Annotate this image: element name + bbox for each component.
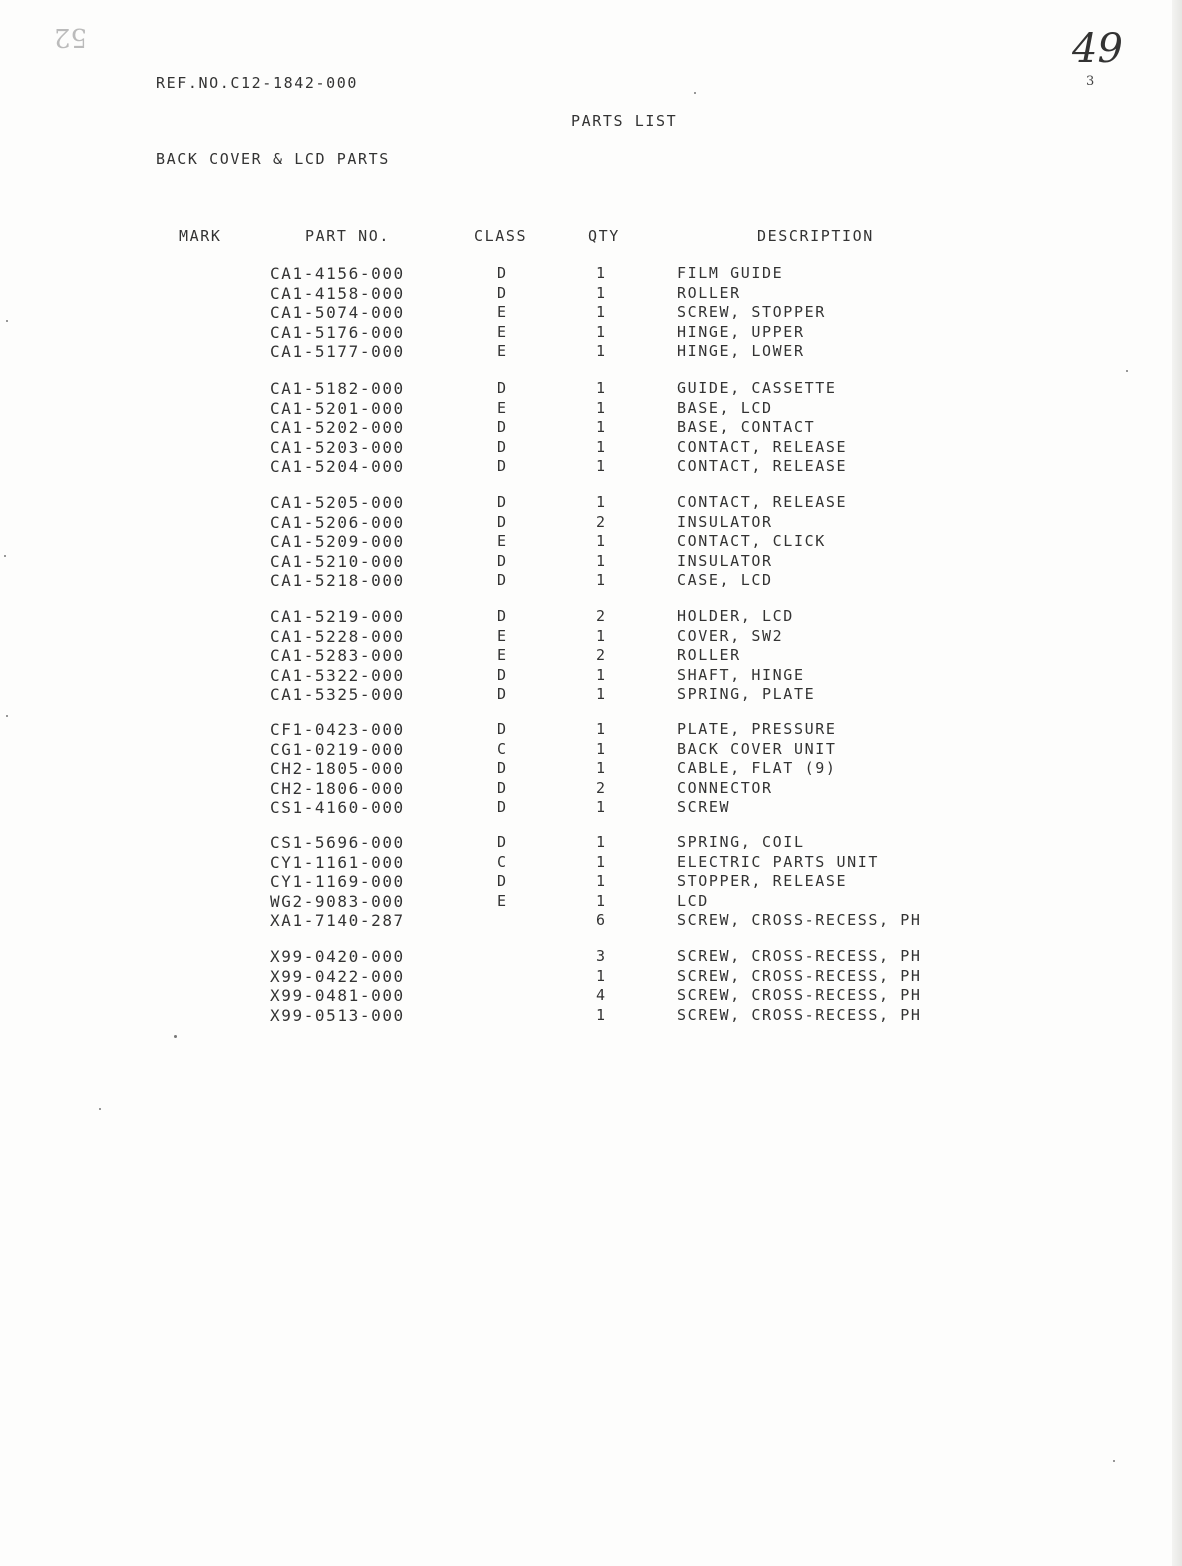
qty-cell: 1 [596, 437, 607, 456]
class-cell: D [497, 833, 508, 851]
description-cell: ROLLER [677, 646, 741, 664]
scan-speck [6, 320, 8, 322]
qty-cell: 1 [596, 872, 607, 890]
table-row [0, 493, 1182, 512]
description-cell: ELECTRIC PARTS UNIT [677, 852, 879, 871]
table-row [0, 759, 1182, 778]
part-number-cell: CA1-5218-000 [270, 571, 405, 590]
part-number-cell: CY1-1169-000 [270, 872, 405, 891]
part-number-cell: CA1-5206-000 [270, 512, 405, 532]
part-number-cell: CH2-1805-000 [270, 759, 405, 778]
part-number-cell: X99-0420-000 [270, 947, 405, 966]
qty-cell: 2 [596, 607, 607, 625]
description-cell: SPRING, PLATE [677, 685, 816, 703]
description-cell: FILM GUIDE [677, 264, 784, 282]
part-number-cell: CA1-5176-000 [270, 322, 405, 342]
description-cell: CONTACT, RELEASE [677, 437, 848, 456]
table-row [0, 532, 1182, 551]
description-cell: ROLLER [677, 283, 741, 302]
class-cell: D [497, 283, 508, 302]
part-number-cell: CA1-5204-000 [270, 457, 405, 476]
class-cell: D [497, 457, 508, 475]
description-cell: BASE, LCD [677, 398, 773, 417]
table-row [0, 666, 1182, 685]
scan-speck [1126, 370, 1128, 372]
column-header-mark: MARK [179, 227, 222, 245]
description-cell: HINGE, UPPER [677, 322, 805, 341]
qty-cell: 1 [596, 398, 607, 417]
class-cell: E [497, 322, 508, 341]
column-header-description: DESCRIPTION [757, 227, 874, 245]
class-cell: D [497, 571, 508, 589]
table-row [0, 798, 1182, 817]
qty-cell: 1 [596, 379, 607, 397]
qty-cell: 1 [596, 493, 607, 511]
table-row [0, 779, 1182, 798]
description-cell: CONTACT, RELEASE [677, 457, 848, 475]
table-row [0, 685, 1182, 704]
part-number-cell: CA1-5182-000 [270, 379, 405, 398]
qty-cell: 6 [596, 911, 607, 929]
class-cell: D [497, 551, 508, 570]
column-header-class: CLASS [474, 227, 528, 245]
table-row [0, 892, 1182, 911]
table-row [0, 438, 1182, 457]
table-row [0, 646, 1182, 665]
description-cell: SCREW, CROSS-RECESS, PH [677, 1005, 922, 1024]
part-number-cell: CH2-1806-000 [270, 778, 405, 798]
table-row [0, 457, 1182, 476]
part-number-cell: CA1-4158-000 [270, 283, 405, 303]
scan-speck [99, 1108, 101, 1110]
part-number-cell: CA1-5219-000 [270, 607, 405, 626]
qty-cell: 1 [596, 626, 607, 645]
table-row [0, 872, 1182, 891]
scan-speck [6, 715, 8, 717]
class-cell: E [497, 342, 508, 360]
part-number-cell: CA1-5209-000 [270, 532, 405, 551]
part-number-cell: CA1-5322-000 [270, 665, 405, 685]
description-cell: CASE, LCD [677, 571, 773, 589]
table-row [0, 607, 1182, 626]
qty-cell: 1 [596, 966, 607, 985]
part-number-cell: X99-0422-000 [270, 966, 405, 986]
class-cell: D [497, 512, 508, 531]
description-cell: SCREW, CROSS-RECESS, PH [677, 986, 922, 1004]
qty-cell: 1 [596, 1005, 607, 1024]
description-cell: SPRING, COIL [677, 833, 805, 851]
table-row [0, 513, 1182, 532]
part-number-cell: XA1-7140-287 [270, 911, 405, 930]
qty-cell: 1 [596, 798, 607, 816]
table-row [0, 571, 1182, 590]
class-cell: E [497, 398, 508, 417]
table-row [0, 342, 1182, 361]
qty-cell: 1 [596, 264, 607, 282]
description-cell: GUIDE, CASSETTE [677, 379, 837, 397]
part-number-cell: CA1-5177-000 [270, 342, 405, 361]
class-cell: E [497, 626, 508, 645]
class-cell: D [497, 418, 508, 436]
qty-cell: 1 [596, 532, 607, 550]
description-cell: PLATE, PRESSURE [677, 720, 837, 738]
part-number-cell: CA1-5283-000 [270, 646, 405, 665]
table-row [0, 552, 1182, 571]
class-cell: D [497, 759, 508, 777]
reference-number: REF.NO.C12-1842-000 [156, 74, 358, 92]
column-header-part-no: PART NO. [305, 227, 391, 245]
scan-speck [174, 1035, 177, 1038]
table-row [0, 323, 1182, 342]
class-cell: D [497, 607, 508, 625]
qty-cell: 4 [596, 986, 607, 1004]
description-cell: SCREW [677, 798, 731, 816]
description-cell: BASE, CONTACT [677, 418, 816, 436]
description-cell: CONNECTOR [677, 778, 773, 797]
qty-cell: 1 [596, 283, 607, 302]
description-cell: INSULATOR [677, 512, 773, 531]
description-cell: SHAFT, HINGE [677, 665, 805, 684]
class-cell: D [497, 778, 508, 797]
class-cell: D [497, 437, 508, 456]
part-number-cell: X99-0513-000 [270, 1005, 405, 1025]
section-title: BACK COVER & LCD PARTS [156, 150, 390, 168]
table-row [0, 833, 1182, 852]
qty-cell: 1 [596, 551, 607, 570]
qty-cell: 1 [596, 571, 607, 589]
class-cell: D [497, 493, 508, 511]
table-row [0, 911, 1182, 930]
part-number-cell: X99-0481-000 [270, 986, 405, 1005]
part-number-cell: CY1-1161-000 [270, 852, 405, 872]
class-cell: D [497, 379, 508, 397]
class-cell: E [497, 303, 508, 321]
class-cell: D [497, 872, 508, 890]
qty-cell: 2 [596, 646, 607, 664]
description-cell: CONTACT, CLICK [677, 532, 826, 550]
scan-speck [694, 92, 696, 94]
qty-cell: 1 [596, 303, 607, 321]
part-number-cell: WG2-9083-000 [270, 891, 405, 911]
qty-cell: 1 [596, 685, 607, 703]
part-number-cell: CF1-0423-000 [270, 720, 405, 739]
qty-cell: 1 [596, 759, 607, 777]
qty-cell: 2 [596, 778, 607, 797]
table-row [0, 399, 1182, 418]
part-number-cell: CA1-5202-000 [270, 418, 405, 437]
part-number-cell: CA1-5201-000 [270, 398, 405, 418]
table-row [0, 740, 1182, 759]
table-row [0, 418, 1182, 437]
part-number-cell: CA1-5203-000 [270, 437, 405, 457]
qty-cell: 1 [596, 665, 607, 684]
description-cell: HINGE, LOWER [677, 342, 805, 360]
table-row [0, 720, 1182, 739]
class-cell: C [497, 739, 508, 758]
table-row [0, 264, 1182, 283]
table-row [0, 986, 1182, 1005]
class-cell: E [497, 646, 508, 664]
description-cell: SCREW, CROSS-RECESS, PH [677, 966, 922, 985]
table-row [0, 379, 1182, 398]
qty-cell: 1 [596, 891, 607, 910]
column-header-qty: QTY [588, 227, 620, 245]
qty-cell: 1 [596, 720, 607, 738]
part-number-cell: CA1-5074-000 [270, 303, 405, 322]
part-number-cell: CA1-4156-000 [270, 264, 405, 283]
table-row [0, 947, 1182, 966]
part-number-cell: CA1-5210-000 [270, 551, 405, 571]
table-row [0, 284, 1182, 303]
description-cell: STOPPER, RELEASE [677, 872, 848, 890]
class-cell: D [497, 665, 508, 684]
corner-handwritten-mark: 52 [54, 22, 88, 52]
description-cell: SCREW, STOPPER [677, 303, 826, 321]
description-cell: SCREW, CROSS-RECESS, PH [677, 911, 922, 929]
part-number-cell: CS1-4160-000 [270, 798, 405, 817]
qty-cell: 3 [596, 947, 607, 965]
qty-cell: 1 [596, 322, 607, 341]
class-cell: E [497, 532, 508, 550]
class-cell: D [497, 685, 508, 703]
table-row [0, 627, 1182, 646]
qty-cell: 2 [596, 512, 607, 531]
description-cell: LCD [677, 891, 709, 910]
qty-cell: 1 [596, 342, 607, 360]
table-row [0, 303, 1182, 322]
class-cell: E [497, 891, 508, 910]
table-row [0, 967, 1182, 986]
description-cell: SCREW, CROSS-RECESS, PH [677, 947, 922, 965]
scan-speck [4, 555, 6, 557]
qty-cell: 1 [596, 457, 607, 475]
table-row [0, 1006, 1182, 1025]
part-number-cell: CS1-5696-000 [270, 833, 405, 852]
handwritten-page-number: 49 [1072, 26, 1123, 72]
part-number-cell: CA1-5228-000 [270, 626, 405, 646]
qty-cell: 1 [596, 418, 607, 436]
part-number-cell: CA1-5205-000 [270, 493, 405, 512]
document-title: PARTS LIST [571, 112, 678, 130]
class-cell: D [497, 720, 508, 738]
qty-cell: 1 [596, 833, 607, 851]
class-cell: D [497, 798, 508, 816]
part-number-cell: CA1-5325-000 [270, 685, 405, 704]
description-cell: HOLDER, LCD [677, 607, 794, 625]
class-cell: C [497, 852, 508, 871]
description-cell: INSULATOR [677, 551, 773, 570]
part-number-cell: CG1-0219-000 [270, 739, 405, 759]
description-cell: CABLE, FLAT (9) [677, 759, 837, 777]
scan-speck [1113, 1460, 1115, 1462]
qty-cell: 1 [596, 852, 607, 871]
handwritten-page-subnumber: 3 [1086, 74, 1095, 89]
description-cell: CONTACT, RELEASE [677, 493, 848, 511]
description-cell: BACK COVER UNIT [677, 739, 837, 758]
description-cell: COVER, SW2 [677, 626, 784, 645]
class-cell: D [497, 264, 508, 282]
qty-cell: 1 [596, 739, 607, 758]
table-row [0, 853, 1182, 872]
